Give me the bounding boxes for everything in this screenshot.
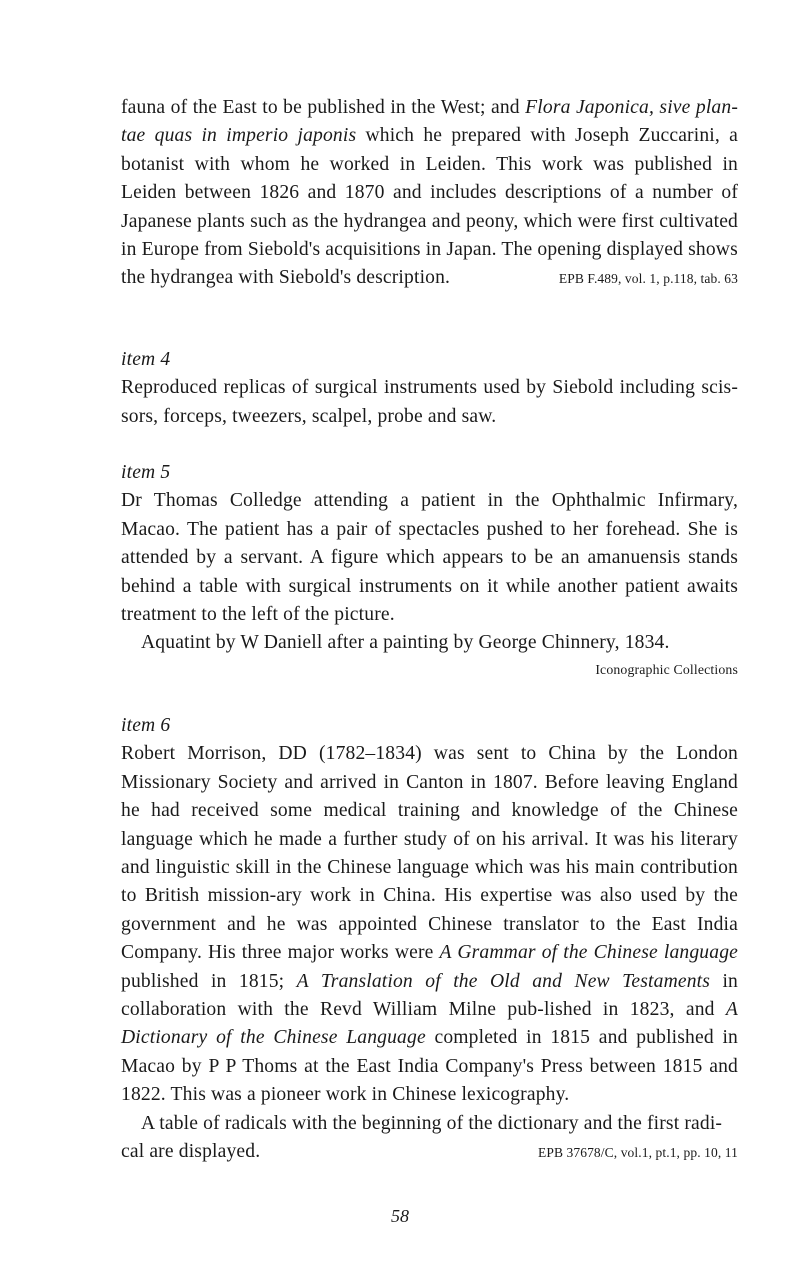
item-5-section <box>121 459 738 682</box>
item-5-credit: Aquatint by W Daniell after a painting by George Chinnery, 1834. <box>141 632 670 654</box>
item-5-collection: Iconographic Collections <box>595 661 738 677</box>
item-5-text: Dr Thomas Colledge attending a patient in the Ophthalmic Infirmary, Macao. The patient has a pair of spectacles pushed to her forehead. She is attended by a servant. A figure which appears to be an amanuensis stands behind a table with surgical instruments on it while another patient awaits treatment to the left of the picture. <box>121 490 738 626</box>
flora-japonica-title: Flora Japonica, sive plan-tae quas in imperio japonis <box>121 97 738 147</box>
dictionary-title: A Dictionary of the Chinese Language <box>121 999 738 1049</box>
item-6-reference: EPB 37678/C, vol.1, pt.1, pp. 10, 11 <box>538 1145 738 1161</box>
grammar-title: A Grammar of the Chinese language <box>439 942 738 964</box>
item-4-section <box>121 346 738 431</box>
item-6-heading: item 6 <box>121 715 171 736</box>
item-5-heading: item 5 <box>121 462 171 483</box>
item-6-display-note: A table of radicals with the beginning of the dictionary and the first radi- <box>141 1112 723 1134</box>
item-4-heading: item 4 <box>121 349 171 370</box>
item-6-section <box>121 712 738 1168</box>
item-6-text-c: in collaboration with the Revd William Milne pub-lished in 1823, and <box>121 970 738 1021</box>
item-4-text: Reproduced replicas of surgical instruments used by Siebold including scis-sors, forceps, tweezers, scalpel, probe and saw. <box>121 377 738 427</box>
translation-title: A Translation of the Old and New Testaments <box>296 970 711 992</box>
intro-text-body: which he prepared with Joseph Zuccarini, a botanist with whom he worked in Leiden. This work was published in Leiden between 1826 and 1870 and includes descriptions of a number of Japanese plants such as the hydrangea and peony, which were first cultivated in Europe from Siebold's acquisitions in Japan. The opening displayed shows <box>121 125 738 261</box>
item-6-text-d: completed in 1815 and published in Macao by P P Thoms at the East India Company's Press between 1815 and 1822. This was a pioneer work in Chinese lexicography. <box>121 1027 738 1106</box>
intro-text-start: fauna of the East to be published in the West; and <box>121 97 526 118</box>
item-6-text-a: Robert Morrison, DD (1782–1834) was sent to China by the London Missionary Society and arrived in Canton in 1807. Before leaving England he had received some medical training and knowledge of the Chinese language which he made a further study of on his arrival. It was his literary and linguistic skill in the Chinese language which was his main contribution to British mission-ary work in China. His expertise was also used by the government and he was appointed Chinese translator to the East India Company. His three major works were <box>121 743 738 964</box>
intro-last-line: the hydrangea with Siebold's description. <box>121 267 451 289</box>
page-number: 58 <box>391 1206 409 1226</box>
item-6-text-b: published in 1815; <box>121 970 297 992</box>
intro-reference: EPB F.489, vol. 1, p.118, tab. 63 <box>558 271 738 287</box>
item-6-paragraph <box>121 740 738 1109</box>
item-6-last-line: cal are displayed. <box>121 1141 261 1163</box>
intro-paragraph <box>121 94 738 294</box>
